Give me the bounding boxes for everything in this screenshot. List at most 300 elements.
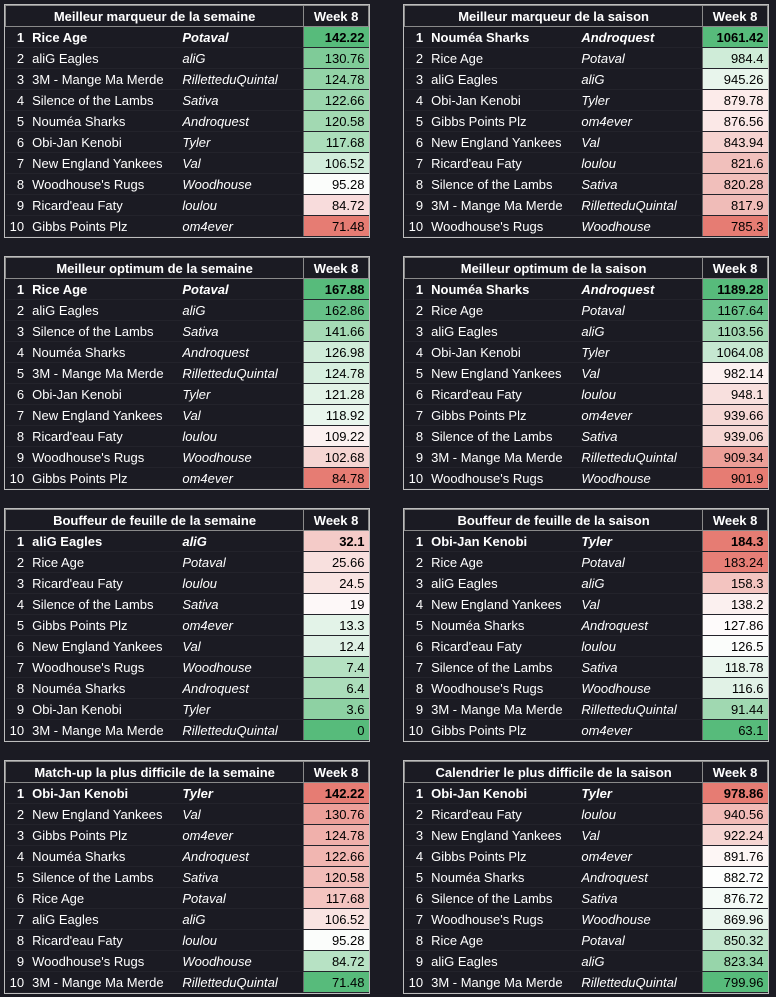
team-name: 3M - Mange Ma Merde	[28, 720, 182, 741]
owner-name: Tyler	[182, 132, 303, 153]
team-name: Ricard'eau Faty	[427, 384, 581, 405]
rank-cell: 1	[6, 531, 29, 552]
owner-name: Woodhouse	[581, 678, 702, 699]
team-name: New England Yankees	[28, 153, 182, 174]
owner-name: Potaval	[182, 279, 303, 300]
owner-name: loulou	[182, 930, 303, 951]
owner-name: Tyler	[182, 699, 303, 720]
rank-cell: 4	[6, 846, 29, 867]
owner-name: Val	[182, 153, 303, 174]
score-cell: 25.66	[304, 552, 369, 573]
table-row	[6, 195, 369, 216]
score-cell: 1103.56	[703, 321, 768, 342]
rank-cell: 7	[405, 909, 428, 930]
score-cell: 939.06	[703, 426, 768, 447]
owner-name: RilletteduQuintal	[581, 699, 702, 720]
table-row	[6, 405, 369, 426]
owner-name: om4ever	[182, 615, 303, 636]
owner-name: Woodhouse	[581, 216, 702, 237]
owner-name: aliG	[182, 909, 303, 930]
table-row	[405, 111, 768, 132]
score-cell: 117.68	[304, 888, 369, 909]
rank-cell: 10	[6, 720, 29, 741]
table-row	[6, 594, 369, 615]
team-name: 3M - Mange Ma Merde	[427, 699, 581, 720]
table-row	[405, 279, 768, 300]
score-cell: 158.3	[703, 573, 768, 594]
owner-name: Val	[182, 804, 303, 825]
team-name: New England Yankees	[28, 636, 182, 657]
team-name: New England Yankees	[28, 804, 182, 825]
table-row	[405, 909, 768, 930]
score-cell: 84.72	[304, 195, 369, 216]
team-name: Gibbs Points Plz	[427, 720, 581, 741]
team-name: Ricard'eau Faty	[28, 426, 182, 447]
owner-name: RilletteduQuintal	[581, 447, 702, 468]
score-cell: 84.72	[304, 951, 369, 972]
rank-cell: 1	[6, 783, 29, 804]
team-name: Ricard'eau Faty	[28, 195, 182, 216]
table-row	[405, 216, 768, 237]
team-name: 3M - Mange Ma Merde	[427, 972, 581, 993]
team-name: aliG Eagles	[427, 951, 581, 972]
rank-cell: 6	[405, 888, 428, 909]
team-name: Rice Age	[28, 552, 182, 573]
owner-name: Tyler	[182, 783, 303, 804]
table-row	[405, 678, 768, 699]
team-name: Rice Age	[28, 888, 182, 909]
table-title: Bouffeur de feuille de la saison	[405, 510, 703, 531]
owner-name: loulou	[581, 636, 702, 657]
team-name: aliG Eagles	[427, 69, 581, 90]
table-row	[6, 615, 369, 636]
table-row	[405, 951, 768, 972]
rank-cell: 9	[6, 447, 29, 468]
table-row	[6, 321, 369, 342]
table-row	[6, 909, 369, 930]
team-name: Rice Age	[427, 300, 581, 321]
table-row	[405, 699, 768, 720]
score-cell: 820.28	[703, 174, 768, 195]
owner-name: om4ever	[581, 846, 702, 867]
score-cell: 901.9	[703, 468, 768, 489]
rank-cell: 4	[6, 594, 29, 615]
team-name: Rice Age	[427, 552, 581, 573]
panel-best-scorer-week	[4, 4, 370, 238]
team-name: Ricard'eau Faty	[28, 930, 182, 951]
week-header: Week 8	[304, 762, 369, 783]
table-row	[6, 48, 369, 69]
table-row	[6, 531, 369, 552]
owner-name: Woodhouse	[182, 657, 303, 678]
owner-name: aliG	[182, 531, 303, 552]
table-row	[6, 972, 369, 993]
owner-name: Sativa	[182, 867, 303, 888]
team-name: Gibbs Points Plz	[28, 468, 182, 489]
rank-cell: 4	[405, 90, 428, 111]
table-row	[405, 342, 768, 363]
team-name: Silence of the Lambs	[427, 426, 581, 447]
score-cell: 19	[304, 594, 369, 615]
team-name: Woodhouse's Rugs	[427, 678, 581, 699]
rank-cell: 10	[6, 216, 29, 237]
score-cell: 1061.42	[703, 27, 768, 48]
rank-cell: 3	[405, 69, 428, 90]
team-name: Obi-Jan Kenobi	[427, 783, 581, 804]
team-name: Woodhouse's Rugs	[28, 657, 182, 678]
team-name: 3M - Mange Ma Merde	[28, 69, 182, 90]
score-cell: 785.3	[703, 216, 768, 237]
owner-name: Val	[581, 825, 702, 846]
rank-cell: 10	[6, 972, 29, 993]
table-row	[405, 321, 768, 342]
owner-name: aliG	[182, 48, 303, 69]
owner-name: Val	[581, 363, 702, 384]
table-row	[405, 846, 768, 867]
owner-name: loulou	[581, 384, 702, 405]
owner-name: RilletteduQuintal	[182, 363, 303, 384]
owner-name: Potaval	[581, 48, 702, 69]
owner-name: loulou	[182, 195, 303, 216]
table-row	[6, 132, 369, 153]
score-cell: 939.66	[703, 405, 768, 426]
team-name: Gibbs Points Plz	[427, 846, 581, 867]
table-row	[405, 174, 768, 195]
owner-name: Potaval	[581, 552, 702, 573]
team-name: Gibbs Points Plz	[28, 216, 182, 237]
owner-name: RilletteduQuintal	[581, 195, 702, 216]
score-cell: 120.58	[304, 867, 369, 888]
score-cell: 876.72	[703, 888, 768, 909]
rank-cell: 8	[405, 426, 428, 447]
team-name: Woodhouse's Rugs	[427, 216, 581, 237]
table-row	[6, 153, 369, 174]
owner-name: Val	[581, 132, 702, 153]
table-row	[405, 783, 768, 804]
owner-name: Woodhouse	[182, 447, 303, 468]
rank-cell: 2	[405, 552, 428, 573]
team-name: aliG Eagles	[28, 531, 182, 552]
team-name: 3M - Mange Ma Merde	[28, 363, 182, 384]
owner-name: om4ever	[182, 468, 303, 489]
table-title: Meilleur optimum de la semaine	[6, 258, 304, 279]
owner-name: loulou	[581, 804, 702, 825]
rank-cell: 3	[6, 321, 29, 342]
table-row	[6, 783, 369, 804]
rank-cell: 10	[405, 720, 428, 741]
team-name: Nouméa Sharks	[427, 867, 581, 888]
team-name: Silence of the Lambs	[427, 174, 581, 195]
score-cell: 124.78	[304, 363, 369, 384]
rank-cell: 7	[6, 153, 29, 174]
score-cell: 162.86	[304, 300, 369, 321]
table-row	[6, 90, 369, 111]
score-cell: 116.6	[703, 678, 768, 699]
rank-cell: 7	[6, 657, 29, 678]
rank-cell: 3	[6, 573, 29, 594]
team-name: Obi-Jan Kenobi	[427, 342, 581, 363]
owner-name: om4ever	[182, 216, 303, 237]
score-cell: 106.52	[304, 153, 369, 174]
team-name: Rice Age	[427, 48, 581, 69]
team-name: Woodhouse's Rugs	[28, 447, 182, 468]
table-row	[405, 300, 768, 321]
ranking-table	[5, 5, 369, 237]
ranking-table	[404, 761, 768, 993]
team-name: Gibbs Points Plz	[28, 615, 182, 636]
table-row	[405, 90, 768, 111]
table-row	[6, 447, 369, 468]
score-cell: 1064.08	[703, 342, 768, 363]
team-name: 3M - Mange Ma Merde	[427, 195, 581, 216]
panel-best-optimum-season	[403, 256, 769, 490]
team-name: Woodhouse's Rugs	[427, 909, 581, 930]
rank-cell: 1	[6, 279, 29, 300]
rank-cell: 3	[405, 321, 428, 342]
table-row	[405, 405, 768, 426]
panel-hardest-matchup-week	[4, 760, 370, 994]
rank-cell: 6	[6, 888, 29, 909]
rank-cell: 5	[6, 111, 29, 132]
score-cell: 117.68	[304, 132, 369, 153]
team-name: 3M - Mange Ma Merde	[28, 972, 182, 993]
team-name: aliG Eagles	[28, 48, 182, 69]
rank-cell: 7	[405, 153, 428, 174]
score-cell: 922.24	[703, 825, 768, 846]
table-row	[405, 930, 768, 951]
rank-cell: 1	[6, 27, 29, 48]
rank-cell: 1	[405, 279, 428, 300]
owner-name: Androquest	[581, 27, 702, 48]
ranking-table	[5, 257, 369, 489]
table-row	[405, 594, 768, 615]
team-name: Woodhouse's Rugs	[28, 174, 182, 195]
owner-name: aliG	[581, 69, 702, 90]
rank-cell: 8	[405, 930, 428, 951]
rank-cell: 5	[405, 363, 428, 384]
team-name: Silence of the Lambs	[28, 321, 182, 342]
ranking-table	[5, 509, 369, 741]
team-name: New England Yankees	[427, 363, 581, 384]
rank-cell: 3	[405, 825, 428, 846]
owner-name: Sativa	[581, 174, 702, 195]
score-cell: 823.34	[703, 951, 768, 972]
owner-name: aliG	[581, 321, 702, 342]
team-name: Gibbs Points Plz	[427, 111, 581, 132]
table-row	[6, 930, 369, 951]
week-header: Week 8	[703, 762, 768, 783]
score-cell: 71.48	[304, 972, 369, 993]
table-row	[405, 615, 768, 636]
panel-bench-week	[4, 508, 370, 742]
owner-name: Val	[182, 636, 303, 657]
table-row	[6, 69, 369, 90]
rank-cell: 5	[6, 615, 29, 636]
team-name: Ricard'eau Faty	[427, 636, 581, 657]
rank-cell: 8	[405, 174, 428, 195]
rank-cell: 5	[405, 111, 428, 132]
score-cell: 126.5	[703, 636, 768, 657]
table-row	[405, 657, 768, 678]
owner-name: Sativa	[182, 594, 303, 615]
team-name: aliG Eagles	[28, 300, 182, 321]
team-name: Ricard'eau Faty	[28, 573, 182, 594]
score-cell: 817.9	[703, 195, 768, 216]
rank-cell: 4	[405, 846, 428, 867]
rank-cell: 2	[6, 552, 29, 573]
team-name: aliG Eagles	[28, 909, 182, 930]
week-header: Week 8	[304, 6, 369, 27]
rank-cell: 9	[405, 951, 428, 972]
owner-name: Androquest	[182, 342, 303, 363]
ranking-table	[404, 509, 768, 741]
table-row	[6, 804, 369, 825]
score-cell: 3.6	[304, 699, 369, 720]
owner-name: Sativa	[581, 888, 702, 909]
score-cell: 32.1	[304, 531, 369, 552]
rank-cell: 7	[405, 405, 428, 426]
table-row	[405, 132, 768, 153]
score-cell: 0	[304, 720, 369, 741]
table-title: Match-up la plus difficile de la semaine	[6, 762, 304, 783]
owner-name: om4ever	[581, 720, 702, 741]
rank-cell: 3	[6, 825, 29, 846]
score-cell: 12.4	[304, 636, 369, 657]
rank-cell: 9	[405, 699, 428, 720]
score-cell: 91.44	[703, 699, 768, 720]
table-title: Bouffeur de feuille de la semaine	[6, 510, 304, 531]
table-row	[405, 426, 768, 447]
owner-name: Androquest	[581, 279, 702, 300]
owner-name: Tyler	[581, 783, 702, 804]
ranking-table	[404, 257, 768, 489]
score-cell: 126.98	[304, 342, 369, 363]
owner-name: Potaval	[581, 300, 702, 321]
score-cell: 843.94	[703, 132, 768, 153]
table-row	[405, 636, 768, 657]
team-name: Rice Age	[28, 27, 182, 48]
rank-cell: 1	[405, 783, 428, 804]
panel-hardest-schedule-season	[403, 760, 769, 994]
score-cell: 184.3	[703, 531, 768, 552]
rank-cell: 9	[6, 195, 29, 216]
owner-name: Tyler	[182, 384, 303, 405]
table-row	[405, 69, 768, 90]
owner-name: RilletteduQuintal	[182, 972, 303, 993]
score-cell: 850.32	[703, 930, 768, 951]
team-name: Obi-Jan Kenobi	[28, 132, 182, 153]
score-cell: 821.6	[703, 153, 768, 174]
team-name: Silence of the Lambs	[427, 657, 581, 678]
owner-name: Potaval	[182, 888, 303, 909]
rank-cell: 1	[405, 531, 428, 552]
owner-name: Potaval	[182, 552, 303, 573]
score-cell: 948.1	[703, 384, 768, 405]
table-row	[6, 720, 369, 741]
owner-name: Androquest	[581, 615, 702, 636]
team-name: Ricard'eau Faty	[427, 153, 581, 174]
owner-name: Tyler	[581, 342, 702, 363]
team-name: Nouméa Sharks	[427, 27, 581, 48]
team-name: Obi-Jan Kenobi	[427, 531, 581, 552]
team-name: Obi-Jan Kenobi	[28, 699, 182, 720]
score-cell: 978.86	[703, 783, 768, 804]
table-row	[6, 867, 369, 888]
table-row	[6, 216, 369, 237]
rank-cell: 6	[6, 132, 29, 153]
score-cell: 121.28	[304, 384, 369, 405]
rank-cell: 8	[405, 678, 428, 699]
owner-name: aliG	[182, 300, 303, 321]
rank-cell: 10	[405, 972, 428, 993]
score-cell: 127.86	[703, 615, 768, 636]
table-row	[405, 48, 768, 69]
owner-name: om4ever	[581, 405, 702, 426]
score-cell: 945.26	[703, 69, 768, 90]
owner-name: om4ever	[182, 825, 303, 846]
week-header: Week 8	[304, 258, 369, 279]
rank-cell: 5	[6, 867, 29, 888]
rank-cell: 8	[6, 678, 29, 699]
owner-name: Sativa	[182, 321, 303, 342]
team-name: Silence of the Lambs	[28, 594, 182, 615]
owner-name: aliG	[581, 573, 702, 594]
owner-name: aliG	[581, 951, 702, 972]
score-cell: 24.5	[304, 573, 369, 594]
table-title: Meilleur marqueur de la saison	[405, 6, 703, 27]
score-cell: 120.58	[304, 111, 369, 132]
score-cell: 124.78	[304, 69, 369, 90]
team-name: Obi-Jan Kenobi	[427, 90, 581, 111]
team-name: 3M - Mange Ma Merde	[427, 447, 581, 468]
owner-name: RilletteduQuintal	[182, 720, 303, 741]
table-row	[405, 720, 768, 741]
table-row	[6, 825, 369, 846]
owner-name: Tyler	[581, 90, 702, 111]
rank-cell: 9	[405, 447, 428, 468]
rank-cell: 5	[6, 363, 29, 384]
table-row	[405, 972, 768, 993]
team-name: Ricard'eau Faty	[427, 804, 581, 825]
rank-cell: 5	[405, 615, 428, 636]
owner-name: Woodhouse	[581, 909, 702, 930]
ranking-table	[404, 5, 768, 237]
table-row	[6, 426, 369, 447]
table-row	[405, 153, 768, 174]
table-row	[6, 636, 369, 657]
table-row	[405, 195, 768, 216]
rank-cell: 9	[6, 699, 29, 720]
score-cell: 876.56	[703, 111, 768, 132]
owner-name: Val	[182, 405, 303, 426]
team-name: Gibbs Points Plz	[427, 405, 581, 426]
owner-name: Val	[581, 594, 702, 615]
team-name: Gibbs Points Plz	[28, 825, 182, 846]
score-cell: 1189.28	[703, 279, 768, 300]
owner-name: loulou	[182, 426, 303, 447]
score-cell: 71.48	[304, 216, 369, 237]
owner-name: loulou	[182, 573, 303, 594]
rank-cell: 7	[6, 909, 29, 930]
table-title: Meilleur marqueur de la semaine	[6, 6, 304, 27]
score-cell: 882.72	[703, 867, 768, 888]
owner-name: RilletteduQuintal	[182, 69, 303, 90]
owner-name: om4ever	[581, 111, 702, 132]
rank-cell: 2	[405, 804, 428, 825]
score-cell: 142.22	[304, 783, 369, 804]
owner-name: Potaval	[182, 27, 303, 48]
rank-cell: 4	[405, 342, 428, 363]
